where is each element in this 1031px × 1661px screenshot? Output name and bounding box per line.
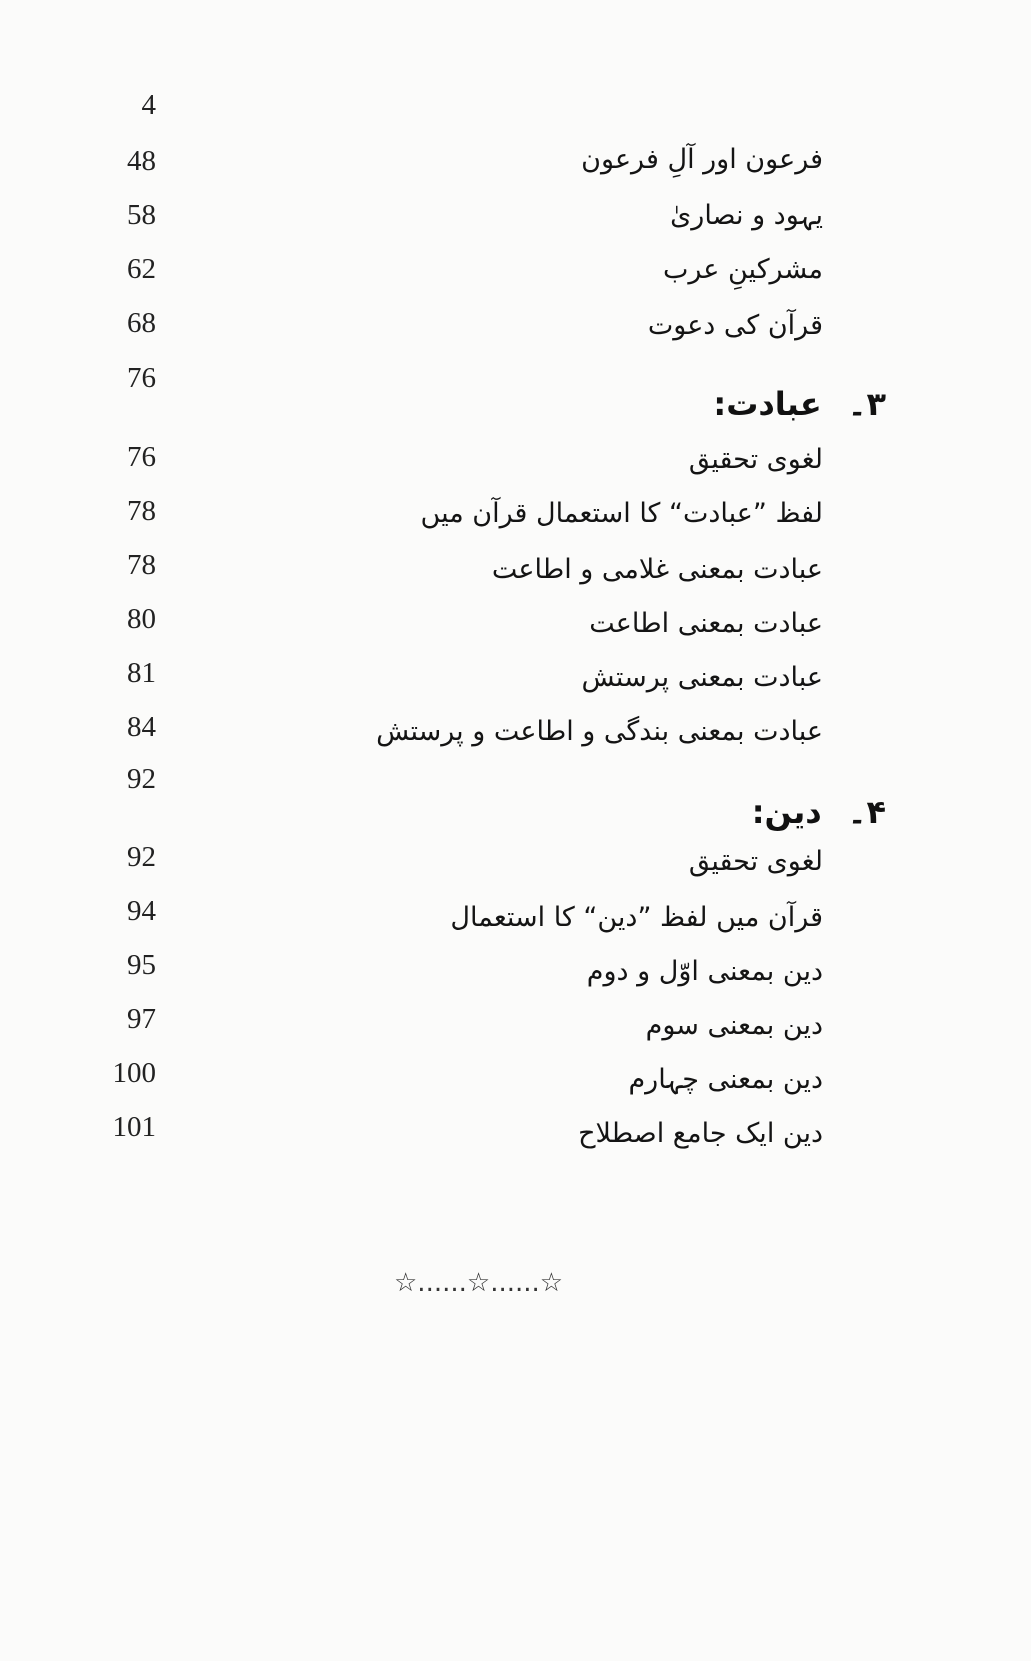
toc-entry[interactable]: دین بمعنی چہارم — [628, 1064, 823, 1095]
page-number: 81 — [127, 657, 156, 689]
page-number: 76 — [127, 362, 156, 394]
toc-entry[interactable]: دین بمعنی سوم — [645, 1010, 823, 1041]
end-ornament: ☆......☆......☆ — [394, 1268, 564, 1298]
toc-entry[interactable]: عبادت بمعنی پرستش — [581, 662, 823, 693]
page-number: 95 — [127, 949, 156, 981]
page-number: 84 — [127, 711, 156, 743]
toc-entry[interactable]: لغوی تحقیق — [688, 444, 823, 475]
toc-entry[interactable]: مشرکینِ عرب — [662, 254, 823, 285]
page-number: 78 — [127, 549, 156, 581]
page-number: 101 — [112, 1111, 156, 1143]
toc-entry[interactable]: لفظ ”عبادت“ کا استعمال قرآن میں — [420, 498, 823, 529]
page-number: 76 — [127, 441, 156, 473]
toc-entry[interactable]: عبادت بمعنی اطاعت — [589, 608, 823, 639]
page-number: 94 — [127, 895, 156, 927]
page-number: 4 — [141, 89, 156, 121]
section-heading[interactable] — [713, 382, 886, 426]
page-number: 48 — [127, 145, 156, 177]
toc-entry[interactable]: دین ایک جامع اصطلاح — [578, 1118, 823, 1149]
toc-entry[interactable]: فرعون اور آلِ فرعون — [581, 144, 823, 175]
page-number: 92 — [127, 763, 156, 795]
toc-entry[interactable]: عبادت بمعنی بندگی و اطاعت و پرستش — [376, 716, 823, 747]
page-number: 68 — [127, 307, 156, 339]
section-heading[interactable] — [752, 790, 886, 834]
section-title: عبادت: — [713, 385, 822, 423]
toc-entry[interactable]: عبادت بمعنی غلامی و اطاعت — [491, 554, 823, 585]
toc-entry[interactable]: قرآن کی دعوت — [647, 310, 823, 341]
toc-entry[interactable]: یہود و نصاریٰ — [670, 200, 823, 231]
page-number: 100 — [112, 1057, 156, 1089]
toc-entry[interactable]: دین بمعنی اوّل و دوم — [586, 956, 823, 987]
section-title: دین: — [751, 793, 822, 831]
section-number: ۴۔ — [847, 793, 886, 831]
page-number: 58 — [127, 199, 156, 231]
toc-entry[interactable]: لغوی تحقیق — [688, 846, 823, 877]
page-number: 97 — [127, 1003, 156, 1035]
section-number: ۳۔ — [847, 385, 886, 423]
page-number: 62 — [127, 253, 156, 285]
page-number: 92 — [127, 841, 156, 873]
page-number: 78 — [127, 495, 156, 527]
toc-entry[interactable]: قرآن میں لفظ ”دین“ کا استعمال — [450, 902, 823, 933]
page-number: 80 — [127, 603, 156, 635]
